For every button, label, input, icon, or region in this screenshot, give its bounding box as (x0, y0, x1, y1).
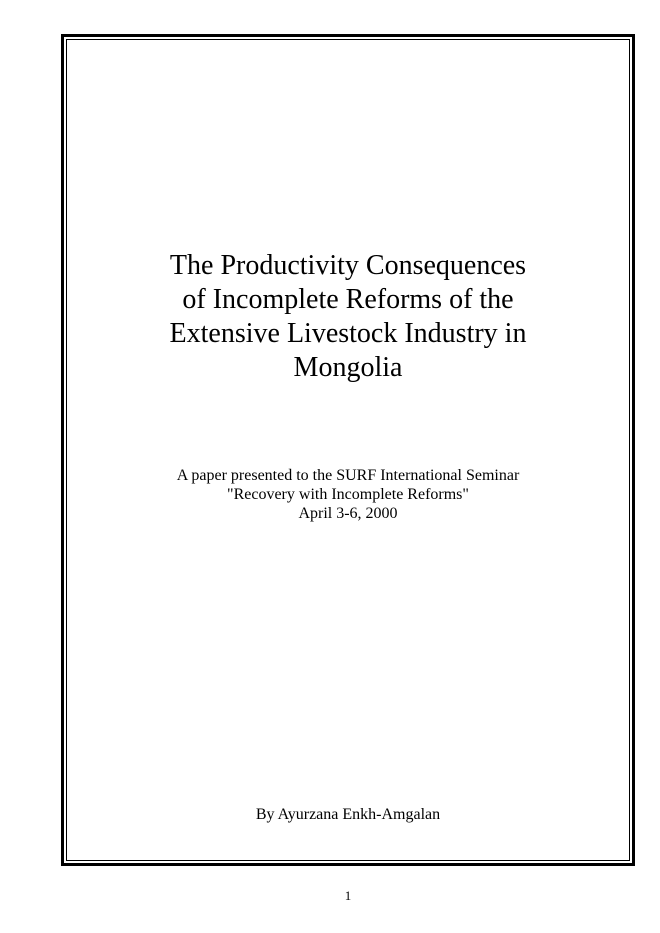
subtitle-line: April 3-6, 2000 (298, 505, 398, 522)
document-title (66, 249, 630, 385)
title-line: of Incomplete Reforms of the (182, 284, 514, 315)
title-line: Mongolia (293, 352, 403, 383)
author-line: By Ayurzana Enkh-Amgalan (255, 806, 441, 823)
title-line: Extensive Livestock Industry in (169, 318, 527, 349)
title-line: The Productivity Consequences (169, 250, 527, 281)
page-number: 1 (344, 888, 352, 903)
subtitle-line: "Recovery with Incomplete Reforms" (227, 486, 469, 503)
page-border-inner (66, 39, 630, 861)
presentation-info (66, 466, 630, 523)
subtitle-line: A paper presented to the SURF International Seminar (176, 467, 520, 484)
